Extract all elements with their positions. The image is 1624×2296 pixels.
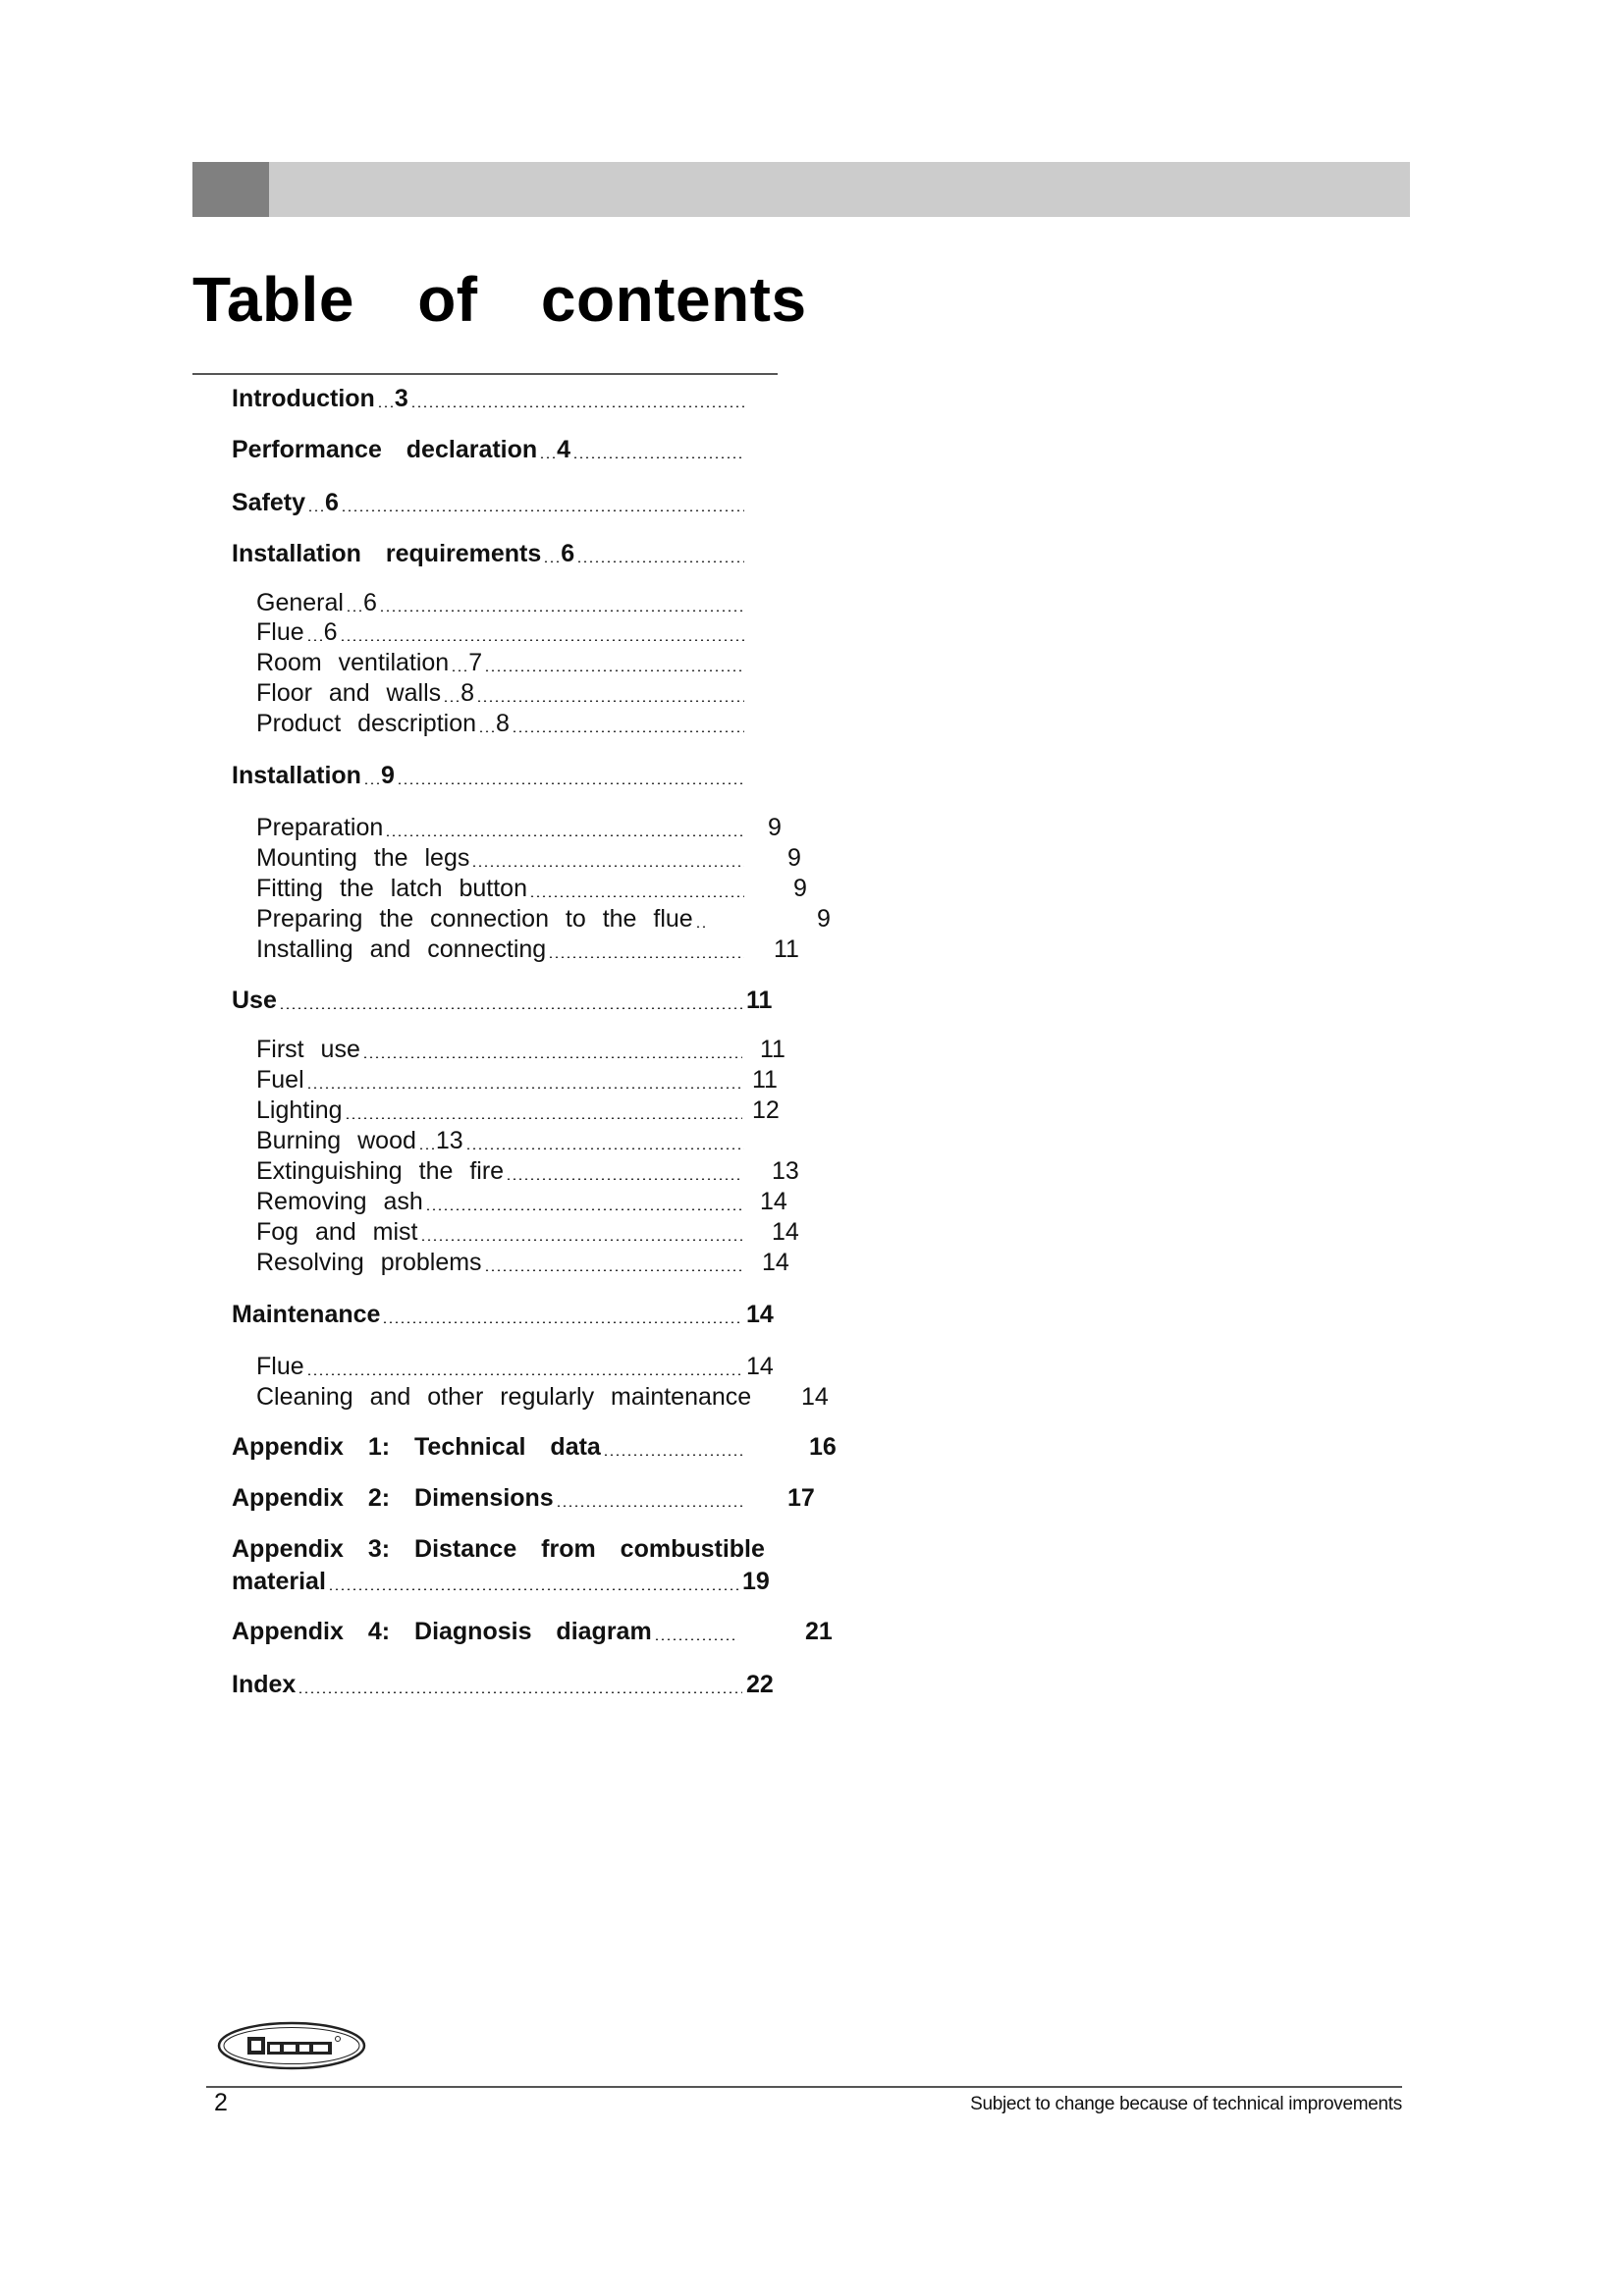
dot-leader [529, 895, 744, 897]
toc-entry-continued [232, 1568, 770, 1596]
toc-entry-label: Burning wood [256, 1127, 416, 1154]
toc-entry [256, 1218, 799, 1247]
dot-leader [298, 1691, 742, 1693]
dot-leader [328, 1588, 740, 1590]
toc-entry-page: 22 [746, 1671, 774, 1698]
dot-leader [420, 1239, 742, 1241]
toc-entry-label: Preparing the connection to the flue [256, 905, 693, 933]
toc-entry-page: 9 [787, 844, 801, 872]
toc-entry [232, 987, 773, 1015]
toc-entry-page: 8 [496, 710, 510, 737]
dot-leader [397, 782, 744, 784]
toc-entry-page: 16 [809, 1433, 837, 1461]
toc-entry-page: 6 [323, 618, 338, 646]
toc-entry-page: 14 [772, 1218, 799, 1246]
dot-leader [539, 456, 555, 458]
toc-entry [232, 1535, 765, 1564]
toc-entry-page: 11 [760, 1036, 785, 1063]
toc-entry-label: Room ventilation [256, 649, 450, 676]
toc-entry [256, 875, 807, 903]
dot-leader [363, 782, 379, 784]
toc-entry-page: 4 [557, 436, 571, 463]
footer-divider [206, 2086, 1402, 2088]
toc-entry-label: Cleaning and other regularly maintenance [256, 1383, 752, 1411]
toc-entry-page: 14 [801, 1383, 829, 1411]
header-bar-tab [192, 162, 269, 217]
toc-entry [232, 385, 746, 413]
toc-entry-label: Introduction [232, 385, 375, 412]
dot-leader [340, 639, 744, 641]
toc-entry [256, 649, 746, 677]
toc-entry [232, 1671, 774, 1699]
toc-entry-page: 7 [468, 649, 483, 676]
toc-entry-label: Performance declaration [232, 436, 538, 463]
dot-leader [572, 456, 744, 458]
dot-leader [279, 1007, 742, 1009]
toc-entry-label: Fuel [256, 1066, 304, 1094]
dot-leader [307, 509, 323, 511]
dot-leader [379, 610, 744, 612]
dot-leader [543, 561, 559, 562]
toc-entry [256, 1127, 746, 1155]
toc-entry-page: 9 [817, 905, 831, 933]
dot-leader [512, 730, 744, 732]
toc-entry-page: 6 [362, 589, 377, 616]
toc-entry-page: 11 [752, 1066, 778, 1094]
toc-entry-label: material [232, 1568, 326, 1595]
toc-entry-page: 21 [805, 1618, 833, 1645]
toc-entry-label: Fitting the latch button [256, 875, 527, 902]
dot-leader [377, 405, 393, 407]
toc-entry-page: 17 [787, 1484, 815, 1512]
toc-entry [256, 935, 799, 964]
toc-entry-page: 13 [435, 1127, 463, 1154]
toc-entry [256, 844, 801, 873]
dot-leader [362, 1056, 742, 1058]
toc-entry-page: 14 [762, 1249, 789, 1276]
dot-leader [465, 1148, 744, 1149]
toc-entry-label: Maintenance [232, 1301, 381, 1328]
dot-leader [548, 956, 744, 958]
toc-entry-label: First use [256, 1036, 360, 1063]
toc-entry-page: 3 [394, 385, 408, 412]
dot-leader [306, 1087, 742, 1089]
toc-entry-label: Flue [256, 618, 304, 646]
toc-entry [256, 1188, 787, 1216]
toc-entry-page: 11 [774, 935, 799, 963]
toc-entry-page: 14 [746, 1353, 774, 1380]
dot-leader [418, 1148, 434, 1149]
toc-entry [232, 1433, 837, 1462]
dot-leader [695, 926, 705, 928]
toc-entry-page: 9 [768, 814, 782, 841]
toc-entry [256, 1036, 785, 1064]
toc-entry-page: 6 [561, 540, 575, 567]
dot-leader [443, 700, 459, 702]
toc-entry-label: Fog and mist [256, 1218, 418, 1246]
toc-entry-label: Appendix 4: Diagnosis diagram [232, 1618, 652, 1645]
toc-entry-label: Installing and connecting [256, 935, 547, 963]
toc-entry-label: Use [232, 987, 277, 1014]
dot-leader [382, 1321, 742, 1323]
toc-entry-label: Product description [256, 710, 477, 737]
toc-entry [232, 489, 746, 517]
toc-entry [256, 1157, 799, 1186]
toc-entry-page: 19 [742, 1568, 770, 1595]
dot-leader [654, 1638, 738, 1640]
dot-leader [471, 865, 744, 867]
toc-entry-page: 11 [746, 987, 773, 1014]
toc-entry-label: Lighting [256, 1096, 343, 1124]
toc-entry [256, 710, 746, 738]
toc-entry-page: 8 [460, 679, 475, 707]
dot-leader [476, 700, 744, 702]
dot-leader [345, 1117, 742, 1119]
page-title: Table of contents [192, 264, 807, 335]
dot-leader [410, 405, 744, 407]
toc-entry-label: Index [232, 1671, 297, 1698]
header-bar [192, 162, 1410, 217]
toc-entry [256, 1249, 789, 1277]
toc-entry-label: General [256, 589, 344, 616]
toc-entry-label: Extinguishing the fire [256, 1157, 505, 1185]
dot-leader [506, 1178, 742, 1180]
page-number: 2 [214, 2089, 228, 2116]
toc-entry [256, 679, 746, 708]
toc-entry [256, 1066, 778, 1095]
toc-entry [256, 905, 831, 934]
toc-entry [256, 589, 746, 617]
toc-entry-label: Appendix 2: Dimensions [232, 1484, 554, 1512]
toc-entry-label: Installation [232, 762, 361, 789]
toc-entry [232, 762, 746, 790]
dot-leader [346, 610, 361, 612]
dot-leader [451, 669, 466, 671]
toc-entry [232, 540, 746, 568]
toc-entry [256, 1353, 774, 1381]
toc-entry-label: Removing ash [256, 1188, 423, 1215]
toc-entry-label: Appendix 1: Technical data [232, 1433, 601, 1461]
toc-entry [256, 1383, 829, 1412]
dot-leader [576, 561, 744, 562]
toc-entry-page: 6 [325, 489, 339, 516]
toc-entry [256, 1096, 780, 1125]
toc-entry-page: 13 [772, 1157, 799, 1185]
toc-entry [232, 1618, 833, 1646]
dot-leader [425, 1208, 744, 1210]
toc-entry-label: Preparation [256, 814, 384, 841]
dovre-logo [216, 2020, 368, 2071]
dot-leader [385, 834, 744, 836]
dot-leader [556, 1505, 744, 1507]
toc-entry-page: 9 [380, 762, 395, 789]
toc-entry-label: Mounting the legs [256, 844, 470, 872]
toc-entry-label: Floor and walls [256, 679, 442, 707]
toc-entry [256, 814, 782, 842]
toc-entry-label: Installation requirements [232, 540, 542, 567]
dot-leader [484, 669, 744, 671]
toc-entry [232, 1301, 774, 1329]
dot-leader [341, 509, 744, 511]
toc-entry-label: Safety [232, 489, 306, 516]
toc-entry-label: Appendix 3: Distance from combustible [232, 1535, 765, 1563]
dot-leader [478, 730, 494, 732]
dot-leader [306, 1373, 742, 1375]
dot-leader [306, 639, 322, 641]
toc-entry-page: 12 [752, 1096, 780, 1124]
dot-leader [484, 1269, 742, 1271]
footer-note: Subject to change because of technical improvements [970, 2094, 1402, 2114]
toc-entry [256, 618, 746, 647]
toc-entry-page: 14 [760, 1188, 787, 1215]
dot-leader [603, 1454, 744, 1456]
toc-entry-page: 9 [793, 875, 807, 902]
toc-entry [232, 1484, 815, 1513]
toc-entry-label: Resolving problems [256, 1249, 482, 1276]
toc-entry-label: Flue [256, 1353, 304, 1380]
toc-entry [232, 436, 746, 464]
title-divider [192, 373, 778, 375]
toc-entry-page: 14 [746, 1301, 774, 1328]
